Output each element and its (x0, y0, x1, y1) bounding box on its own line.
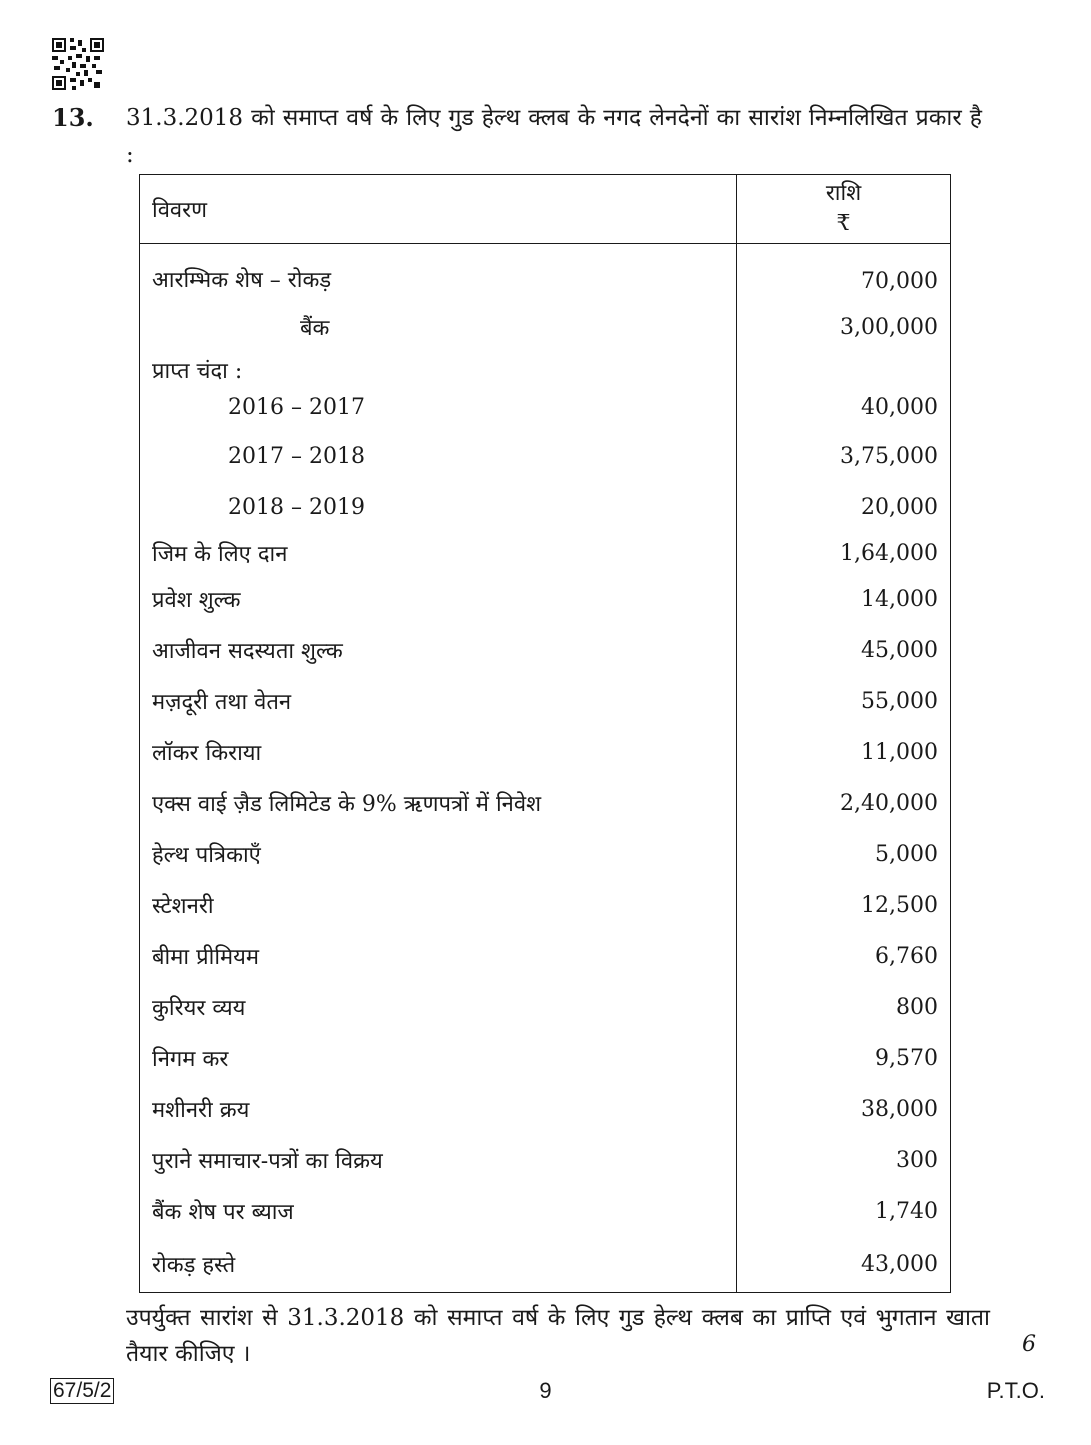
question-text: 31.3.2018 को समाप्त वर्ष के लिए गुड हेल्थ क्लब के नगद लेनदेनों का सारांश निम्नलिखित प्रकार है : (126, 105, 982, 168)
row-amount: 300 (737, 1135, 951, 1186)
row-amount: 6,760 (737, 931, 951, 982)
row-label: निगम कर (140, 1033, 737, 1084)
table-row (140, 829, 951, 880)
table-row (140, 931, 951, 982)
table-header-row (140, 175, 951, 244)
marks: 6 (1022, 1332, 1036, 1357)
question-number: 13. (52, 103, 94, 132)
row-label: बीमा प्रीमियम (140, 931, 737, 982)
row-amount: 55,000 (737, 676, 951, 727)
table-row (140, 982, 951, 1033)
table-row (140, 385, 951, 431)
row-label: बैंक (140, 302, 737, 353)
qr-code-icon (52, 38, 104, 90)
row-amount: 2,40,000 (737, 778, 951, 829)
row-label: बैंक शेष पर ब्याज (140, 1186, 737, 1237)
row-amount: 12,500 (737, 880, 951, 931)
table-row (140, 244, 951, 302)
row-label: रोकड़ हस्ते (140, 1237, 737, 1293)
row-label: हेल्थ पत्रिकाएँ (140, 829, 737, 880)
row-amount: 38,000 (737, 1084, 951, 1135)
header-description: विवरण (140, 175, 737, 244)
row-label: प्रवेश शुल्क (140, 574, 737, 625)
table-row (140, 1237, 951, 1293)
table-row (140, 727, 951, 778)
row-amount: 14,000 (737, 574, 951, 625)
table-row (140, 880, 951, 931)
row-amount: 40,000 (737, 385, 951, 431)
header-amount-label: राशि (825, 181, 862, 206)
table-row (140, 1084, 951, 1135)
row-label: मशीनरी क्रय (140, 1084, 737, 1135)
table-row (140, 574, 951, 625)
row-label: जिम के लिए दान (140, 533, 737, 574)
row-label: प्राप्त चंदा : (140, 353, 737, 385)
row-amount: 45,000 (737, 625, 951, 676)
table-row (140, 1186, 951, 1237)
table-row (140, 676, 951, 727)
row-label: 2018 – 2019 (140, 482, 737, 533)
row-label: 2017 – 2018 (140, 431, 737, 482)
row-label: एक्स वाई ज़ैड लिमिटेड के 9% ऋणपत्रों में निवेश (140, 778, 737, 829)
header-amount (737, 175, 951, 244)
row-amount: 5,000 (737, 829, 951, 880)
row-amount: 43,000 (737, 1237, 951, 1293)
row-amount: 70,000 (737, 244, 951, 302)
row-label: स्टेशनरी (140, 880, 737, 931)
row-amount: 3,00,000 (737, 302, 951, 353)
table-row (140, 778, 951, 829)
row-amount: 20,000 (737, 482, 951, 533)
row-amount: 1,64,000 (737, 533, 951, 574)
header-currency: ₹ (836, 211, 851, 236)
table-row (140, 1135, 951, 1186)
row-label: पुराने समाचार-पत्रों का विक्रय (140, 1135, 737, 1186)
row-label: मज़दूरी तथा वेतन (140, 676, 737, 727)
row-label: लॉकर किराया (140, 727, 737, 778)
row-label: आजीवन सदस्यता शुल्क (140, 625, 737, 676)
table-row (140, 625, 951, 676)
page-number: 9 (539, 1378, 552, 1403)
pto-label: P.T.O. (986, 1378, 1045, 1403)
row-amount: 800 (737, 982, 951, 1033)
row-amount: 1,740 (737, 1186, 951, 1237)
table-row (140, 482, 951, 533)
row-amount: 11,000 (737, 727, 951, 778)
instruction-text: उपर्युक्त सारांश से 31.3.2018 को समाप्त वर्ष के लिए गुड हेल्थ क्लब का प्राप्ति एवं भुगतान खाता तैयार कीजिए । (126, 1305, 990, 1367)
row-label: आरम्भिक शेष – रोकड़ (140, 244, 737, 302)
table-row (140, 533, 951, 574)
table-row (140, 302, 951, 353)
row-amount (737, 353, 951, 385)
table-row (140, 353, 951, 385)
table-row (140, 1033, 951, 1084)
paper-code: 67/5/2 (50, 1378, 114, 1404)
row-label: कुरियर व्यय (140, 982, 737, 1033)
row-amount: 9,570 (737, 1033, 951, 1084)
row-amount: 3,75,000 (737, 431, 951, 482)
row-label: 2016 – 2017 (140, 385, 737, 431)
transactions-table (139, 174, 951, 1293)
table-row (140, 431, 951, 482)
